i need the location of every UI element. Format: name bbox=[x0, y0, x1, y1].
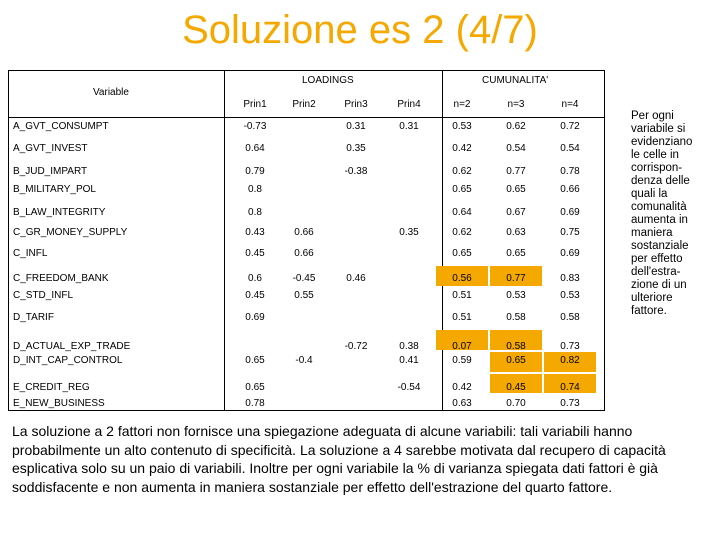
row-label: A_GVT_INVEST bbox=[13, 143, 88, 154]
row-label: A_GVT_CONSUMPT bbox=[13, 121, 109, 132]
loading-cell: 0.46 bbox=[346, 273, 366, 284]
column-header-n3: n=3 bbox=[507, 99, 525, 110]
loading-cell: 0.31 bbox=[346, 121, 366, 132]
communality-cell: 0.83 bbox=[560, 273, 580, 284]
communality-cell: 0.65 bbox=[452, 184, 472, 195]
loading-cell: 0.35 bbox=[399, 227, 419, 238]
communality-cell: 0.53 bbox=[560, 290, 580, 301]
loading-cell: -0.38 bbox=[344, 166, 368, 177]
column-header-prin4: Prin4 bbox=[397, 99, 421, 110]
loading-cell: 0.66 bbox=[294, 227, 314, 238]
communality-cell: 0.65 bbox=[506, 248, 526, 259]
loading-cell: 0.38 bbox=[399, 341, 419, 352]
communality-cell: 0.77 bbox=[506, 166, 526, 177]
cumulative-header: CUMUNALITA' bbox=[482, 75, 549, 86]
communality-cell: 0.59 bbox=[452, 355, 472, 366]
loading-cell: 0.8 bbox=[248, 207, 262, 218]
row-label: B_JUD_IMPART bbox=[13, 166, 88, 177]
variable-header: Variable bbox=[93, 87, 129, 98]
communality-cell: 0.78 bbox=[560, 166, 580, 177]
communality-cell: 0.58 bbox=[560, 312, 580, 323]
communality-cell: 0.42 bbox=[452, 382, 472, 393]
loading-cell: 0.45 bbox=[245, 248, 265, 259]
communality-cell: 0.65 bbox=[506, 184, 526, 195]
column-header-prin3: Prin3 bbox=[344, 99, 368, 110]
communality-cell: 0.56 bbox=[452, 273, 472, 284]
communality-cell: 0.74 bbox=[560, 382, 580, 393]
communality-cell: 0.07 bbox=[452, 341, 472, 352]
loading-cell: -0.4 bbox=[295, 355, 313, 366]
row-label: B_LAW_INTEGRITY bbox=[13, 207, 106, 218]
conclusion-paragraph: La soluzione a 2 fattori non fornisce una spiegazione adeguata di alcune variabili: tali variabili hanno probabilmente un alto contenuto di specificità. La soluzione a 4 sarebbe motivata dal recupero di capacità esplicativa solo su un paio di variabili. Inoltre per ogni variabile la % di varianza spiegata dati fattori è già soddisfacente e non aumenta in maniera sostanziale per effetto dell'estrazione del quarto fattore. bbox=[12, 423, 666, 495]
side-note: Per ogni variabile si evidenziano le celle in corrispon-denza delle quali la comunalità aumenta in maniera sostanziale per effetto dell'estra-zione di un ulteriore fattore. bbox=[631, 110, 693, 317]
loading-cell: -0.72 bbox=[344, 341, 368, 352]
loading-cell: -0.54 bbox=[397, 382, 421, 393]
communality-cell: 0.70 bbox=[506, 398, 526, 409]
communality-cell: 0.67 bbox=[506, 207, 526, 218]
loading-cell: 0.55 bbox=[294, 290, 314, 301]
column-header-prin1: Prin1 bbox=[243, 99, 267, 110]
communality-cell: 0.58 bbox=[506, 312, 526, 323]
row-label: E_CREDIT_REG bbox=[13, 382, 90, 393]
column-header-n2: n=2 bbox=[453, 99, 471, 110]
loading-cell: 0.35 bbox=[346, 143, 366, 154]
communality-cell: 0.54 bbox=[560, 143, 580, 154]
loading-cell: 0.78 bbox=[245, 398, 265, 409]
communality-cell: 0.63 bbox=[452, 398, 472, 409]
row-label: B_MILITARY_POL bbox=[13, 184, 96, 195]
communality-cell: 0.54 bbox=[506, 143, 526, 154]
communality-cell: 0.42 bbox=[452, 143, 472, 154]
communality-cell: 0.69 bbox=[560, 248, 580, 259]
communality-cell: 0.51 bbox=[452, 290, 472, 301]
loading-cell: 0.65 bbox=[245, 382, 265, 393]
loadings-header: LOADINGS bbox=[302, 75, 354, 86]
communality-cell: 0.72 bbox=[560, 121, 580, 132]
row-label: D_ACTUAL_EXP_TRADE bbox=[13, 341, 131, 352]
loading-cell: 0.79 bbox=[245, 166, 265, 177]
loading-cell: 0.6 bbox=[248, 273, 262, 284]
communality-cell: 0.75 bbox=[560, 227, 580, 238]
communality-cell: 0.66 bbox=[560, 184, 580, 195]
loading-cell: 0.64 bbox=[245, 143, 265, 154]
loading-cell: 0.45 bbox=[245, 290, 265, 301]
communality-cell: 0.73 bbox=[560, 341, 580, 352]
row-label: C_INFL bbox=[13, 248, 48, 259]
row-label: E_NEW_BUSINESS bbox=[13, 398, 105, 409]
loading-cell: 0.43 bbox=[245, 227, 265, 238]
row-label: C_GR_MONEY_SUPPLY bbox=[13, 227, 128, 238]
communality-cell: 0.62 bbox=[452, 227, 472, 238]
loading-cell: -0.45 bbox=[292, 273, 316, 284]
row-label: C_FREEDOM_BANK bbox=[13, 273, 109, 284]
loading-cell: 0.66 bbox=[294, 248, 314, 259]
communality-cell: 0.64 bbox=[452, 207, 472, 218]
communality-cell: 0.53 bbox=[452, 121, 472, 132]
communality-cell: 0.53 bbox=[506, 290, 526, 301]
communality-cell: 0.62 bbox=[506, 121, 526, 132]
communality-cell: 0.82 bbox=[560, 355, 580, 366]
communality-cell: 0.58 bbox=[506, 341, 526, 352]
loading-cell: 0.69 bbox=[245, 312, 265, 323]
communality-cell: 0.65 bbox=[506, 355, 526, 366]
communality-cell: 0.65 bbox=[452, 248, 472, 259]
header-divider bbox=[9, 117, 604, 118]
column-divider bbox=[442, 71, 443, 410]
slide-title: Soluzione es 2 (4/7) bbox=[182, 8, 538, 52]
communality-cell: 0.77 bbox=[506, 273, 526, 284]
column-header-n4: n=4 bbox=[561, 99, 579, 110]
loading-cell: 0.8 bbox=[248, 184, 262, 195]
loading-cell: 0.65 bbox=[245, 355, 265, 366]
communality-cell: 0.63 bbox=[506, 227, 526, 238]
communality-cell: 0.62 bbox=[452, 166, 472, 177]
loading-cell: -0.73 bbox=[243, 121, 267, 132]
communality-cell: 0.69 bbox=[560, 207, 580, 218]
row-label: C_STD_INFL bbox=[13, 290, 74, 301]
row-label: D_TARIF bbox=[13, 312, 54, 323]
column-header-prin2: Prin2 bbox=[292, 99, 316, 110]
column-divider bbox=[224, 71, 225, 410]
loading-cell: 0.41 bbox=[399, 355, 419, 366]
loadings-table bbox=[8, 70, 605, 411]
communality-cell: 0.51 bbox=[452, 312, 472, 323]
row-label: D_INT_CAP_CONTROL bbox=[13, 355, 123, 366]
communality-cell: 0.45 bbox=[506, 382, 526, 393]
communality-cell: 0.73 bbox=[560, 398, 580, 409]
loading-cell: 0.31 bbox=[399, 121, 419, 132]
